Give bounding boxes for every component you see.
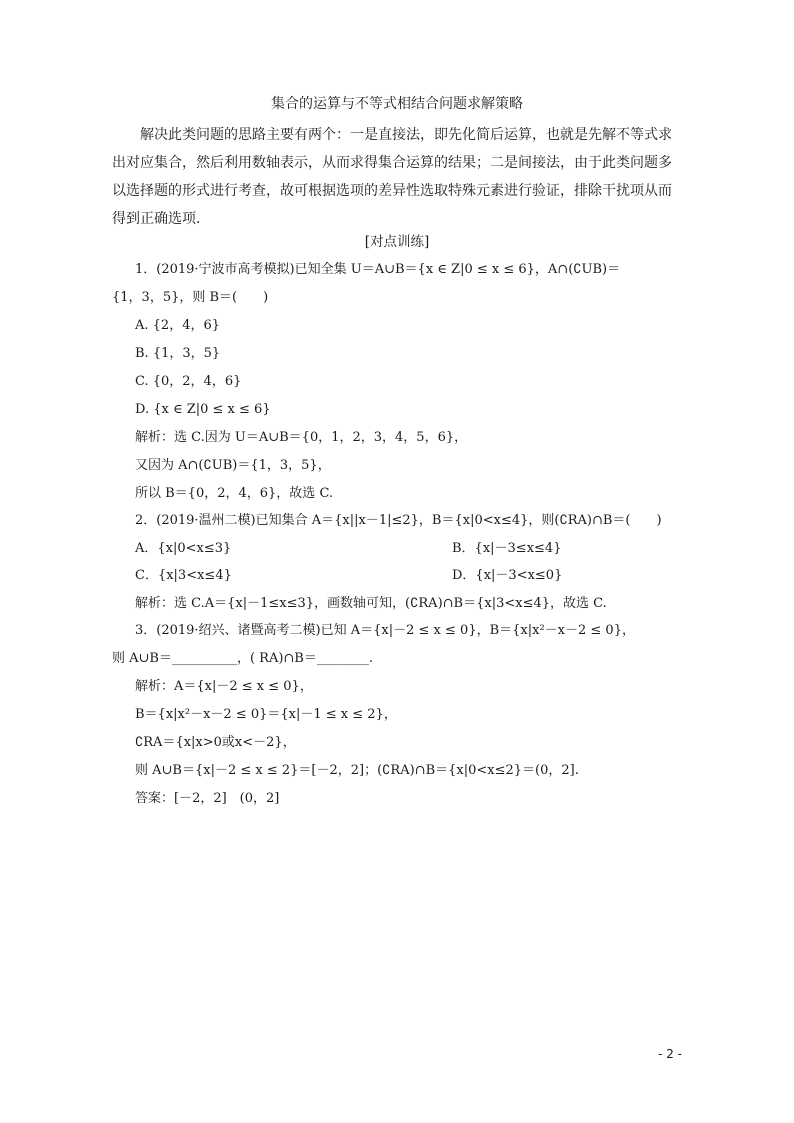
q3-stem-line2: 则 A∪B＝__________，( RA)∩B＝________.: [112, 651, 373, 666]
page-number: - 2 -: [658, 1047, 682, 1061]
q2-stem: 2．(2019·温州二模)已知集合 A＝{x||x－1|≤2}，B＝{x|0<x≤4}，则(∁RA)∩B＝( ): [135, 513, 662, 528]
intro-paragraph: [112, 121, 682, 233]
q1-analysis-line: 解析：选 C.因为 U＝A∪B＝{0，1，2，3，4，5，6}，: [135, 430, 468, 445]
section-heading: [对点训练]: [364, 234, 430, 250]
q1-stem-line2: {1，3，5}，则 B＝( ): [112, 290, 269, 305]
q1-stem-line1: 1．(2019·宁波市高考模拟)已知全集 U＝A∪B＝{x ∈ Z|0 ≤ x ≤ 6}，A∩(∁UB)＝: [135, 262, 621, 277]
q3-analysis-line: B＝{x|x²－x－2 ≤ 0}＝{x|－1 ≤ x ≤ 2}，: [135, 707, 397, 722]
q2-analysis: 解析：选 C.A＝{x|－1≤x≤3}，画数轴可知，(∁RA)∩B＝{x|3<x≤4}，故选 C.: [135, 596, 607, 611]
intro-line: 出对应集合，然后利用数轴表示，从而求得集合运算的结果；二是间接法，由于此类问题多: [112, 155, 672, 171]
q2-option-c: C．{x|3<x≤4}: [135, 568, 232, 583]
q3-stem-line1: 3．(2019·绍兴、诸暨高考二模)已知 A＝{x|－2 ≤ x ≤ 0}，B＝{x|x²－x－2 ≤ 0}，: [135, 623, 635, 638]
q3-analysis-line: 则 A∪B＝{x|－2 ≤ x ≤ 2}＝[－2，2]；(∁RA)∩B＝{x|0<x≤2}＝(0，2].: [135, 763, 579, 778]
q3-analysis-line: ∁RA＝{x|x>0或x<－2}，: [135, 735, 296, 750]
intro-line: 以选择题的形式进行考查，故可根据选项的差异性选取特殊元素进行验证，排除干扰项从而: [112, 183, 672, 199]
q2-option-a: A．{x|0<x≤3}: [135, 541, 232, 556]
page-title: 集合的运算与不等式相结合问题求解策略: [271, 96, 523, 112]
q1-option-c: C. {0，2，4，6}: [135, 374, 242, 389]
intro-line: 得到正确选项．: [112, 211, 210, 227]
q1-option-b: B. {1，3，5}: [135, 346, 221, 361]
q1-option-a: A. {2，4，6}: [135, 318, 221, 333]
q3-answer: 答案：[－2，2] (0，2]: [135, 791, 280, 806]
q1-analysis-line: 所以 B＝{0，2，4，6}，故选 C.: [135, 486, 334, 501]
q2-option-d: D．{x|－3<x≤0}: [452, 568, 563, 583]
q3-analysis-line: 解析：A＝{x|－2 ≤ x ≤ 0}，: [135, 679, 313, 694]
intro-line: 解决此类问题的思路主要有两个：一是直接法，即先化简后运算，也就是先解不等式求: [140, 127, 672, 143]
q1-option-d: D. {x ∈ Z|0 ≤ x ≤ 6}: [135, 402, 271, 417]
q1-analysis-line: 又因为 A∩(∁UB)＝{1，3，5}，: [135, 458, 331, 473]
q2-option-b: B．{x|－3≤x≤4}: [452, 541, 562, 556]
